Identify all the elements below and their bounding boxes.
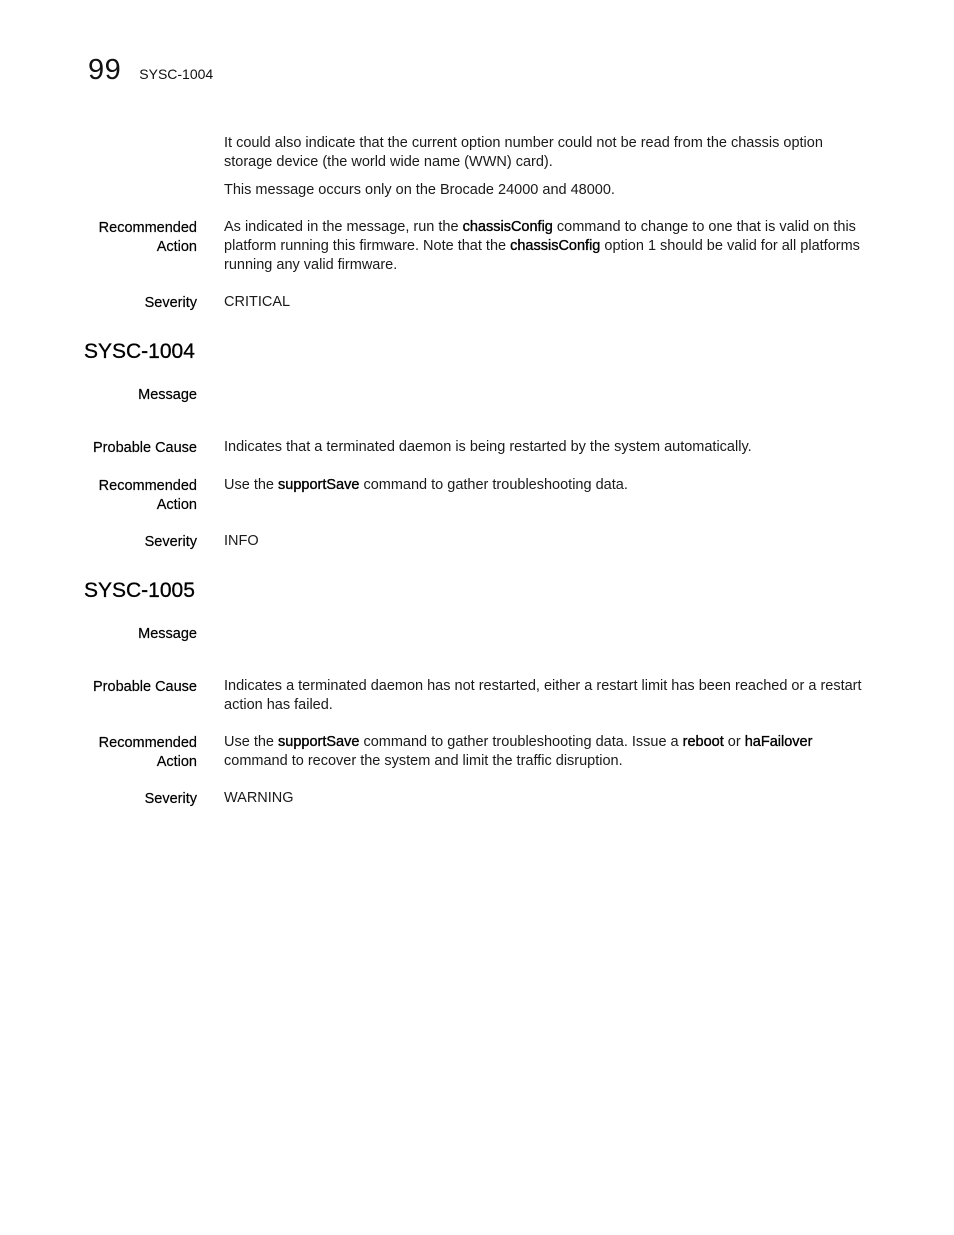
label-line: Action [156,497,197,513]
sysc-1004-severity-value: INFO [224,533,259,549]
prev-severity-label: Severity [144,295,197,311]
label-line: Action [156,754,197,770]
command-name: haFailover [744,734,813,750]
sysc-1004-probable-cause-text: Indicates that a terminated daemon is being restarted by the system automatically. [224,439,752,455]
label-line: Recommended [98,220,197,236]
prev-recommended-action-label [60,219,197,257]
text-run: Use the [224,734,278,750]
command-name: supportSave [278,477,360,493]
section-title-sysc-1004: SYSC-1004 [84,340,195,363]
sysc-1005-probable-cause-text: Indicates a terminated daemon has not restarted, either a restart limit has been reached or a restart action has failed. [224,678,862,713]
sysc-1005-recommended-action-label [60,734,197,772]
label-line: Recommended [98,478,197,494]
section-title-sysc-1005: SYSC-1005 [84,579,195,602]
label-line: Action [156,239,197,255]
sysc-1005-severity-label: Severity [144,791,197,807]
text-run: or [723,734,745,750]
text-run: command to change to one that is valid on this platform running this firmware. Note that the [224,219,856,254]
text-run: command to recover the system and limit the traffic disruption. [224,753,623,769]
sysc-1004-recommended-action-text [224,476,874,495]
text-run: command to gather troubleshooting data. [359,477,628,493]
label-line: Recommended [98,735,197,751]
sysc-1005-message-label: Message [138,626,197,642]
sysc-1004-probable-cause-label: Probable Cause [93,440,197,456]
command-name: chassisConfig [510,238,601,254]
page-header [88,54,213,87]
text-run: option 1 should be valid for all platforms running any valid firmware. [224,238,860,273]
text-run: Use the [224,477,278,493]
chapter-number: 99 [88,54,122,86]
prev-recommended-action-text [224,218,874,275]
command-name: chassisConfig [462,219,553,235]
sysc-1004-message-label: Message [138,387,197,403]
prev-cause-paragraph-2: This message occurs only on the Brocade 24000 and 48000. [224,182,615,198]
prev-cause-paragraph-1: It could also indicate that the current option number could not be read from the chassis option storage device (the world wide name (WWN) card). [224,135,823,170]
sysc-1004-severity-label: Severity [144,534,197,550]
text-run: command to gather troubleshooting data. Issue a [359,734,683,750]
sysc-1005-probable-cause-label: Probable Cause [93,679,197,695]
sysc-1004-recommended-action-label [60,477,197,515]
command-name: reboot [682,734,724,750]
command-name: supportSave [278,734,360,750]
text-run: As indicated in the message, run the [224,219,463,235]
sysc-1005-recommended-action-text [224,733,874,771]
prev-severity-value: CRITICAL [224,294,291,310]
sysc-1005-severity-value: WARNING [224,790,294,806]
running-head: SYSC-1004 [139,66,214,82]
